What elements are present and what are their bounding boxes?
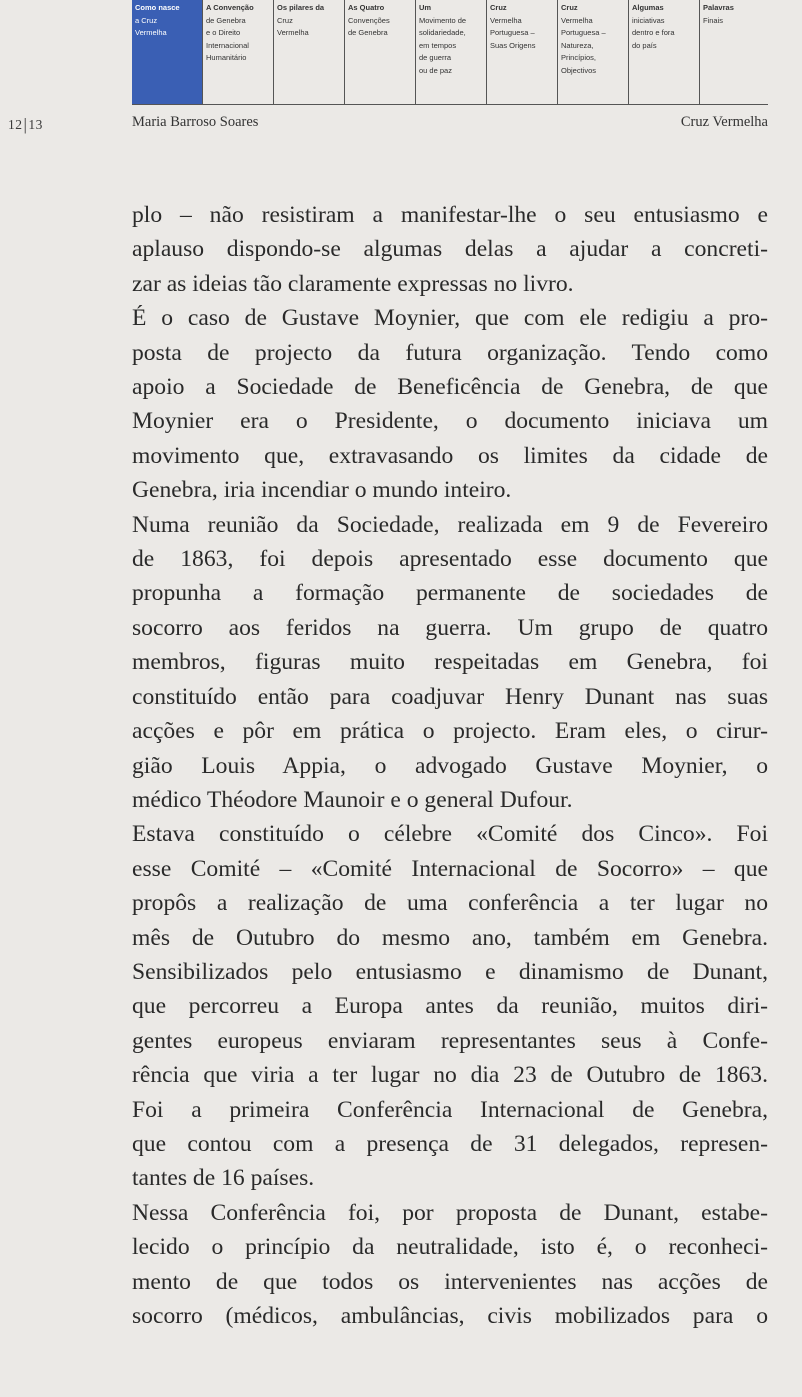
nav-tab-label-line: Cruz [490,3,507,12]
nav-tab-2[interactable] [203,0,274,104]
nav-tab-label-line: de Genebra [206,15,246,25]
body-line: socorro (médicos, ambulâncias, civis mobilizados para o [132,1303,768,1329]
body-line: socorro aos feridos na guerra. Um grupo de quatro [132,614,768,641]
body-line: Moynier era o Presidente, o documento iniciava um [132,408,768,435]
nav-tab-label-line: em tempos [419,40,457,50]
body-line: mês de Outubro do mesmo ano, também em Genebra. [132,924,768,951]
body-line: gião Louis Appia, o advogado Gustave Moynier, o [132,752,768,779]
nav-tab-label-line: de Genebra [348,28,388,37]
nav-tab-label-line: Os pilares da [277,3,325,12]
body-line: que contou com a presença de 31 delegados, represen- [132,1130,768,1157]
body-line: Nessa Conferência foi, por proposta de Dunant, estabe- [132,1199,768,1226]
nav-tab-label-line: Finais [703,15,724,25]
body-line: acções e pôr em prática o projecto. Eram eles, o cirur- [132,718,768,745]
body-line: apoio a Sociedade de Beneficência de Genebra, de que [132,374,768,401]
body-line: movimento que, extravasando os limites da cidade de [132,442,768,469]
chapter-nav-table [132,0,768,105]
nav-tab-9[interactable] [700,0,768,104]
body-line: que percorreu a Europa antes da reunião, muitos diri- [132,993,768,1020]
nav-tab-label-line: Internacional [206,40,249,50]
body-line: aplauso dispondo-se algumas delas a ajudar a concreti- [132,236,768,263]
nav-tab-7[interactable] [558,0,629,104]
nav-tab-label-line: As Quatro [348,3,385,12]
body-line: propôs a realização de uma conferência a ter lugar no [132,890,768,917]
nav-tab-label-line: iniciativas [632,15,665,25]
nav-tab-label-line: Vermelha [135,28,167,37]
nav-tab-label-line: Palavras [703,3,734,12]
body-line: esse Comité – «Comité Internacional de Socorro» – que [132,855,768,882]
page-number-left: 12 [8,117,23,132]
nav-tab-label-line: Cruz [561,3,578,12]
body-line: plo – não resistiram a manifestar-lhe o seu entusiasmo e [132,202,768,228]
body-line: Numa reunião da Sociedade, realizada em 9 de Fevereiro [132,511,768,538]
nav-tab-label-line: Vermelha [277,28,309,37]
body-line: de 1863, foi depois apresentado esse documento que [132,546,768,573]
nav-tab-3[interactable] [274,0,345,104]
nav-tab-label-line: Humanitário [206,53,247,62]
nav-tab-4[interactable] [345,0,416,104]
nav-tab-6[interactable] [487,0,558,104]
page-number-separator: | [23,115,28,134]
body-line: lecido o princípio da neutralidade, isto é, o reconheci- [132,1234,768,1261]
nav-tab-label-line: Movimento de [419,15,467,25]
body-line: tantes de 16 países. [132,1165,315,1192]
nav-tab-1[interactable] [132,0,203,104]
body-line: Foi a primeira Conferência Internacional de Genebra, [132,1096,768,1123]
nav-tab-label-line: Cruz [277,15,293,25]
nav-tab-label-line: de guerra [419,53,452,62]
body-line: zar as ideias tão claramente expressas no livro. [132,270,574,297]
body-line: mento de que todos os intervenientes nas acções de [132,1268,768,1295]
nav-tab-label-line: do país [632,40,657,50]
running-header-section: Cruz Vermelha [680,114,768,130]
nav-tab-label-line: Objectivos [561,65,597,75]
body-line: gentes europeus enviaram representantes seus à Confe- [132,1027,768,1054]
nav-tab-label-line: e o Direito [206,28,241,37]
page-number [8,114,43,134]
body-line: médico Théodore Maunoir e o general Dufour. [132,786,573,813]
nav-tab-label-line: Princípios, [561,53,597,62]
body-line: propunha a formação permanente de sociedades de [132,580,768,607]
body-line: Estava constituído o célebre «Comité dos Cinco». Foi [132,821,768,848]
body-line: É o caso de Gustave Moynier, que com ele redigiu a pro- [132,305,768,332]
body-line: rência que viria a ter lugar no dia 23 de Outubro de 1863. [132,1062,768,1089]
nav-tab-label-line: Natureza, [561,40,594,50]
nav-tab-label-line: Convenções [348,15,390,25]
nav-tab-8[interactable] [629,0,700,104]
nav-tab-label-line: dentro e fora [632,28,675,37]
nav-tab-5[interactable] [416,0,487,104]
nav-tab-label-line: Como nasce [135,3,180,12]
nav-tab-label-line: Vermelha [490,15,522,25]
body-text [132,198,768,1333]
body-line: posta de projecto da futura organização. Tendo como [132,339,768,366]
nav-tab-label-line: Portuguesa – [561,28,606,37]
body-line: Sensibilizados pelo entusiasmo e dinamismo de Dunant, [132,958,768,985]
nav-tab-label-line: Portuguesa – [490,28,535,37]
body-line: constituído então para coadjuvar Henry Dunant nas suas [132,683,768,710]
body-line: membros, figuras muito respeitadas em Genebra, foi [132,649,768,676]
nav-tab-label-line: a Cruz [135,15,158,25]
nav-tab-label-line: Algumas [632,3,664,12]
page-number-right: 13 [28,117,43,132]
nav-tab-label-line: solidariedade, [419,28,466,37]
nav-tab-label-line: Um [419,3,432,12]
nav-tab-label-line: Vermelha [561,15,593,25]
nav-tab-label-line: Suas Origens [490,40,536,50]
body-line: Genebra, iria incendiar o mundo inteiro. [132,477,512,504]
running-header-author: Maria Barroso Soares [132,114,259,130]
nav-tab-label-line: A Convenção [206,3,254,12]
nav-tab-label-line: ou de paz [419,65,452,75]
